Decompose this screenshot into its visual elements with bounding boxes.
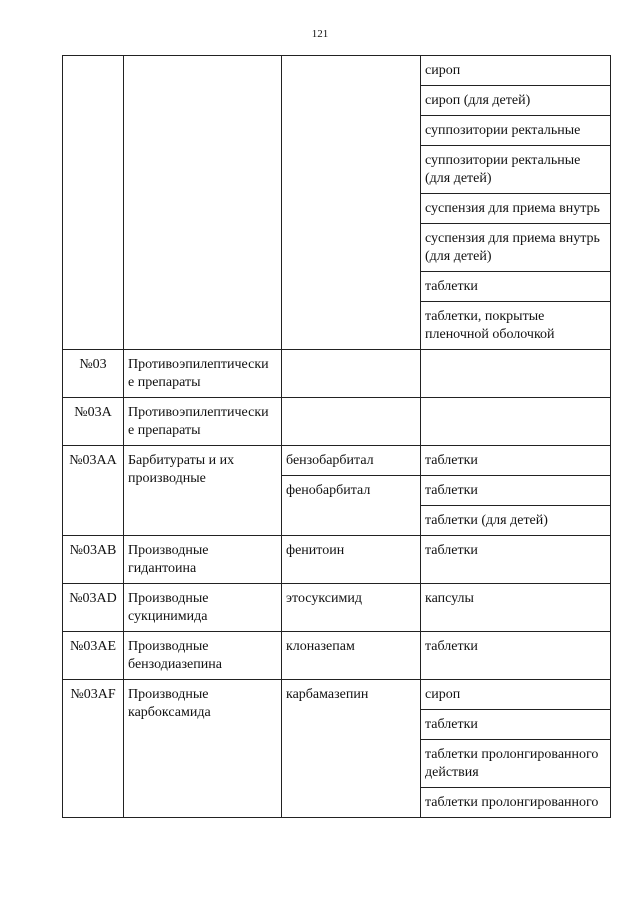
table-row [63, 680, 611, 710]
drug-cell: этосуксимид [282, 584, 421, 632]
group-cell: Барбитураты и их производные [124, 446, 282, 536]
group-cell [124, 56, 282, 350]
atc-code-cell: №03АВ [63, 536, 124, 584]
drug-cell [282, 56, 421, 350]
table-row [63, 446, 611, 476]
form-cell: сироп [421, 680, 611, 710]
form-cell: таблетки пролонгированного действия [421, 740, 611, 788]
atc-code-cell: №03AD [63, 584, 124, 632]
group-cell: Производные карбоксамида [124, 680, 282, 818]
form-cell: таблетки (для детей) [421, 506, 611, 536]
form-cell: таблетки [421, 446, 611, 476]
form-cell: таблетки пролонгированного [421, 788, 611, 818]
drug-cell: карбамазепин [282, 680, 421, 818]
page-number: 121 [311, 28, 329, 40]
form-cell [421, 398, 611, 446]
form-cell: капсулы [421, 584, 611, 632]
form-cell: суппозитории ректальные (для детей) [421, 146, 611, 194]
group-cell: Производные гидантоина [124, 536, 282, 584]
atc-code-cell: №03А [63, 398, 124, 446]
table-row [63, 632, 611, 680]
drug-cell: фенитоин [282, 536, 421, 584]
form-cell: таблетки [421, 710, 611, 740]
form-cell [421, 350, 611, 398]
drug-cell: бензобарбитал [282, 446, 421, 476]
group-cell: Производные бензодиазепина [124, 632, 282, 680]
table-row [63, 398, 611, 446]
form-cell: таблетки [421, 272, 611, 302]
atc-code-cell: №03АА [63, 446, 124, 536]
group-cell: Противоэпилептически е препараты [124, 398, 282, 446]
drug-cell: фенобарбитал [282, 476, 421, 536]
form-cell: сироп [421, 56, 611, 86]
table-row [63, 584, 611, 632]
atc-code-cell: №03AF [63, 680, 124, 818]
table-row [63, 350, 611, 398]
table-row [63, 536, 611, 584]
form-cell: суппозитории ректальные [421, 116, 611, 146]
drug-cell [282, 350, 421, 398]
atc-code-cell: №03 [63, 350, 124, 398]
form-cell: таблетки [421, 476, 611, 506]
group-cell: Производные сукцинимида [124, 584, 282, 632]
form-cell: суспензия для приема внутрь (для детей) [421, 224, 611, 272]
form-cell: таблетки, покрытые пленочной оболочкой [421, 302, 611, 350]
form-cell: таблетки [421, 536, 611, 584]
form-cell: сироп (для детей) [421, 86, 611, 116]
drug-table [62, 55, 611, 818]
table-row [63, 56, 611, 86]
drug-cell: клоназепам [282, 632, 421, 680]
atc-code-cell: №03АЕ [63, 632, 124, 680]
group-cell: Противоэпилептически е препараты [124, 350, 282, 398]
drug-cell [282, 398, 421, 446]
form-cell: таблетки [421, 632, 611, 680]
atc-code-cell [63, 56, 124, 350]
form-cell: суспензия для приема внутрь [421, 194, 611, 224]
